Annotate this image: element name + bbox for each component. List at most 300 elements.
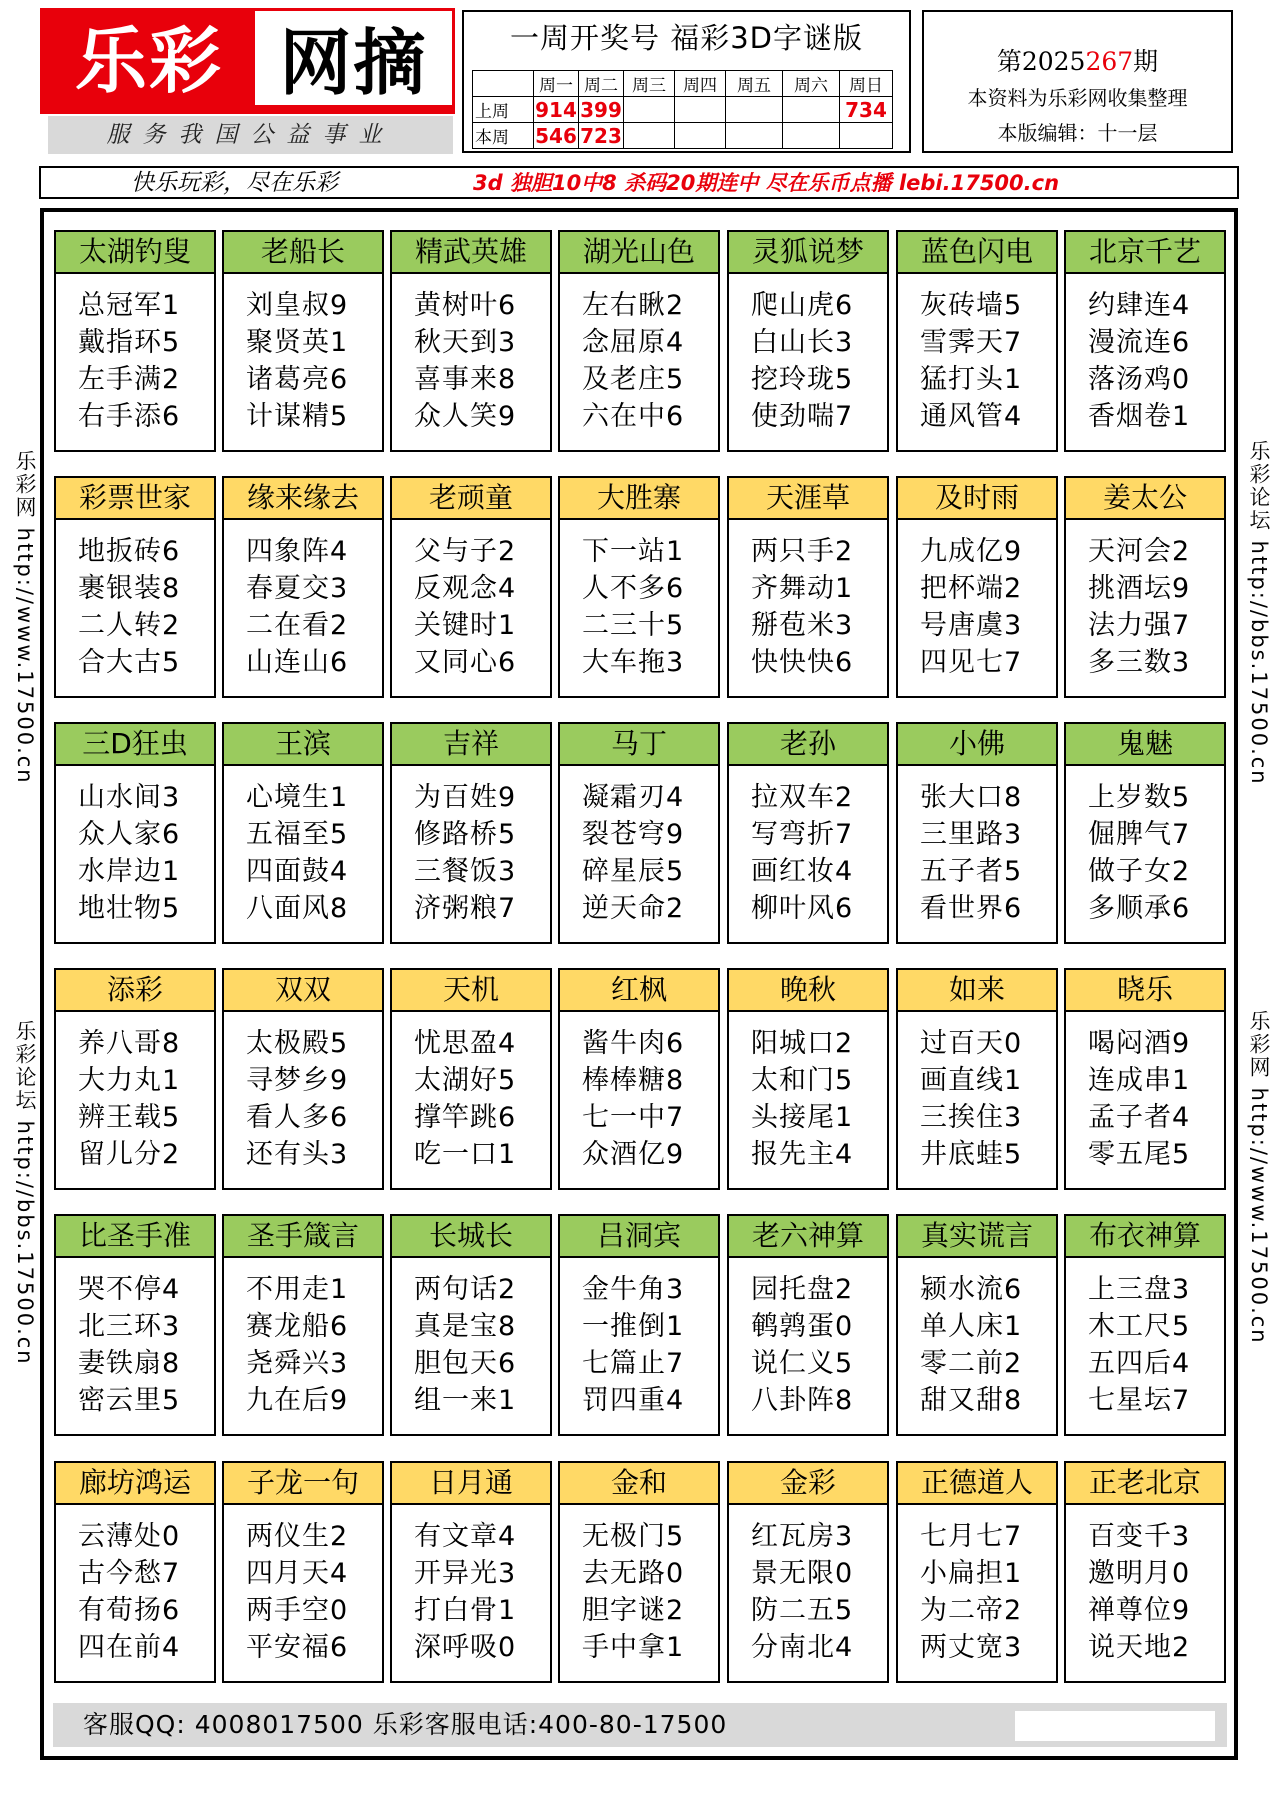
card-body <box>560 1505 718 1666</box>
riddle-line: 春夏交3 <box>246 573 349 604</box>
riddle-line: 有荀扬6 <box>78 1595 181 1626</box>
riddle-line: 三挨住3 <box>920 1102 1023 1133</box>
day-header: 周三 <box>624 71 675 97</box>
result-cell <box>783 123 840 149</box>
riddle-line: 景无限0 <box>751 1558 854 1589</box>
logo-text-left: 乐彩 <box>74 19 223 103</box>
riddle-line: 无极门5 <box>582 1521 685 1552</box>
riddle-line: 邀明月0 <box>1088 1558 1191 1589</box>
footer-blank-box <box>1015 1711 1215 1741</box>
riddle-line: 逆天命2 <box>582 893 685 924</box>
day-header: 周四 <box>675 71 726 97</box>
riddle-line: 裂苍穹9 <box>582 819 685 850</box>
card-body <box>224 766 382 927</box>
riddle-card <box>222 476 384 698</box>
riddle-line: 两句话2 <box>414 1274 517 1305</box>
riddle-card <box>727 722 889 944</box>
riddle-line: 真是宝8 <box>414 1311 517 1342</box>
riddle-line: 猛打头1 <box>920 364 1023 395</box>
result-cell: 546 <box>535 123 577 148</box>
riddle-line: 一推倒1 <box>582 1311 685 1342</box>
riddle-line: 大力丸1 <box>78 1065 181 1096</box>
card-body <box>392 520 550 681</box>
riddle-line: 百变千3 <box>1088 1521 1191 1552</box>
riddle-line: 金牛角3 <box>582 1274 685 1305</box>
card-body <box>898 274 1056 435</box>
riddle-line: 约肆连4 <box>1088 290 1191 321</box>
riddle-line: 孟子者4 <box>1088 1102 1191 1133</box>
card-body <box>1066 1505 1224 1666</box>
riddle-line: 大车拖3 <box>582 647 685 678</box>
card-title: 正德道人 <box>898 1463 1056 1505</box>
card-title: 正老北京 <box>1066 1463 1224 1505</box>
riddle-line: 尧舜兴3 <box>246 1348 349 1379</box>
riddle-line: 计谋精5 <box>246 401 349 432</box>
card-body <box>224 520 382 681</box>
riddle-card <box>1064 230 1226 452</box>
riddle-card <box>558 1461 720 1683</box>
riddle-line: 留儿分2 <box>78 1139 181 1170</box>
card-body <box>898 1012 1056 1173</box>
card-body <box>56 1258 214 1419</box>
riddle-line: 四象阵4 <box>246 536 349 567</box>
riddle-line: 棒棒糖8 <box>582 1065 685 1096</box>
riddle-line: 号唐虞3 <box>920 610 1023 641</box>
day-header: 周日 <box>840 71 893 97</box>
riddle-line: 右手添6 <box>78 401 181 432</box>
riddle-line: 拉双车2 <box>751 782 854 813</box>
riddle-line: 凝霜刃4 <box>582 782 685 813</box>
riddle-line: 画直线1 <box>920 1065 1023 1096</box>
riddle-line: 修路桥5 <box>414 819 517 850</box>
card-body <box>1066 1258 1224 1419</box>
card-body <box>1066 274 1224 435</box>
promo-link[interactable]: 3d 独胆10中8 杀码20期连中 尽在乐币点播 lebi.17500.cn <box>473 171 1060 195</box>
card-body <box>392 1505 550 1666</box>
riddle-line: 零五尾5 <box>1088 1139 1191 1170</box>
riddle-line: 众酒亿9 <box>582 1139 685 1170</box>
riddle-card <box>54 1461 216 1683</box>
riddle-card <box>727 476 889 698</box>
riddle-card <box>558 230 720 452</box>
card-body <box>729 274 887 435</box>
result-cell: 734 <box>840 97 893 123</box>
riddle-line: 养八哥8 <box>78 1028 181 1059</box>
riddle-line: 掰苞米3 <box>751 610 854 641</box>
riddle-card <box>896 1214 1058 1436</box>
card-body <box>1066 1012 1224 1173</box>
issue-suffix: 期 <box>1133 47 1159 76</box>
riddle-line: 过百天0 <box>920 1028 1023 1059</box>
riddle-line: 报先主4 <box>751 1139 854 1170</box>
card-title: 马丁 <box>560 724 718 766</box>
riddle-line: 说仁义5 <box>751 1348 854 1379</box>
card-body <box>898 1258 1056 1419</box>
riddle-line: 鹌鹑蛋0 <box>751 1311 854 1342</box>
card-body <box>560 1012 718 1173</box>
riddle-line: 三餐饭3 <box>414 856 517 887</box>
riddle-card <box>1064 476 1226 698</box>
card-body <box>898 1505 1056 1666</box>
riddle-line: 八卦阵8 <box>751 1385 854 1416</box>
card-title: 布衣神算 <box>1066 1216 1224 1258</box>
riddle-line: 四月天4 <box>246 1558 349 1589</box>
card-title: 圣手箴言 <box>224 1216 382 1258</box>
riddle-line: 灰砖墙5 <box>920 290 1023 321</box>
riddle-line: 说天地2 <box>1088 1632 1191 1663</box>
logo-text-right: 网摘 <box>252 8 455 108</box>
result-cell <box>675 97 726 123</box>
card-title: 吕洞宾 <box>560 1216 718 1258</box>
card-title: 天机 <box>392 970 550 1012</box>
riddle-line: 看人多6 <box>246 1102 349 1133</box>
day-header: 周二 <box>579 71 624 97</box>
riddle-line: 头接尾1 <box>751 1102 854 1133</box>
riddle-line: 两丈宽3 <box>920 1632 1023 1663</box>
riddle-card <box>1064 722 1226 944</box>
riddle-line: 戴指环5 <box>78 327 181 358</box>
riddle-line: 雪霁天7 <box>920 327 1023 358</box>
riddle-card <box>1064 1214 1226 1436</box>
issue-box <box>922 10 1233 153</box>
riddle-line: 上三盘3 <box>1088 1274 1191 1305</box>
card-body <box>224 1258 382 1419</box>
riddle-line: 六在中6 <box>582 401 685 432</box>
card-title: 小佛 <box>898 724 1056 766</box>
riddle-line: 哭不停4 <box>78 1274 181 1305</box>
issue-number <box>924 42 1231 78</box>
riddle-line: 两手空0 <box>246 1595 349 1626</box>
riddle-line: 白山长3 <box>751 327 854 358</box>
row-label: 上周 <box>473 97 534 123</box>
riddle-line: 不用走1 <box>246 1274 349 1305</box>
riddle-line: 倔脾气7 <box>1088 819 1191 850</box>
riddle-line: 木工尺5 <box>1088 1311 1191 1342</box>
card-body <box>560 766 718 927</box>
riddle-line: 四见七7 <box>920 647 1023 678</box>
riddle-line: 柳叶风6 <box>751 893 854 924</box>
riddle-line: 四面鼓4 <box>246 856 349 887</box>
side-text-right-bottom: 乐彩网 http://www.17500.cn <box>1247 1010 1271 1345</box>
result-cell: 723 <box>580 123 622 148</box>
riddle-card <box>727 968 889 1190</box>
card-title: 老孙 <box>729 724 887 766</box>
result-cell <box>624 123 675 149</box>
riddle-line: 太湖好5 <box>414 1065 517 1096</box>
riddle-line: 把杯端2 <box>920 573 1023 604</box>
results-row-this-week <box>473 123 893 149</box>
card-title: 长城长 <box>392 1216 550 1258</box>
riddle-card <box>1064 968 1226 1190</box>
riddle-card <box>896 722 1058 944</box>
card-title: 缘来缘去 <box>224 478 382 520</box>
riddle-line: 及老庄5 <box>582 364 685 395</box>
riddle-line: 七篇止7 <box>582 1348 685 1379</box>
footer <box>53 1703 1227 1747</box>
card-body <box>729 766 887 927</box>
riddle-line: 快快快6 <box>751 647 854 678</box>
riddle-line: 多顺承6 <box>1088 893 1191 924</box>
card-title: 真实谎言 <box>898 1216 1056 1258</box>
riddle-line: 甜又甜8 <box>920 1385 1023 1416</box>
riddle-line: 又同心6 <box>414 647 517 678</box>
riddle-line: 七月七7 <box>920 1521 1023 1552</box>
card-title: 廊坊鸿运 <box>56 1463 214 1505</box>
riddle-line: 碎星辰5 <box>582 856 685 887</box>
card-title: 老船长 <box>224 232 382 274</box>
riddle-line: 有文章4 <box>414 1521 517 1552</box>
footer-contact: 客服QQ: 4008017500 乐彩客服电话:400-80-17500 <box>83 1710 728 1739</box>
card-body <box>56 1505 214 1666</box>
riddle-card <box>727 1461 889 1683</box>
riddle-line: 分南北4 <box>751 1632 854 1663</box>
riddle-line: 五四后4 <box>1088 1348 1191 1379</box>
riddle-line: 法力强7 <box>1088 610 1191 641</box>
riddle-line: 众人笑9 <box>414 401 517 432</box>
riddle-line: 密云里5 <box>78 1385 181 1416</box>
riddle-card <box>896 476 1058 698</box>
riddle-line: 吃一口1 <box>414 1139 517 1170</box>
riddle-line: 使劲喘7 <box>751 401 854 432</box>
riddle-card <box>390 476 552 698</box>
riddle-card <box>222 722 384 944</box>
riddle-line: 济粥粮7 <box>414 893 517 924</box>
card-title: 红枫 <box>560 970 718 1012</box>
day-header: 周六 <box>783 71 840 97</box>
card-title: 湖光山色 <box>560 232 718 274</box>
riddle-line: 漫流连6 <box>1088 327 1191 358</box>
day-header: 周一 <box>534 71 579 97</box>
card-title: 太湖钓叟 <box>56 232 214 274</box>
riddle-card <box>558 476 720 698</box>
riddle-line: 酱牛肉6 <box>582 1028 685 1059</box>
riddle-line: 秋天到3 <box>414 327 517 358</box>
riddle-line: 辨王载5 <box>78 1102 181 1133</box>
slogan: 服务我国公益事业 <box>48 116 453 154</box>
side-text-left-bottom: 乐彩论坛 http://bbs.17500.cn <box>13 1020 37 1366</box>
card-title: 如来 <box>898 970 1056 1012</box>
riddle-line: 二人转2 <box>78 610 181 641</box>
riddle-line: 北三环3 <box>78 1311 181 1342</box>
card-title: 晚秋 <box>729 970 887 1012</box>
issue-prefix: 第 <box>996 47 1022 76</box>
riddle-line: 地壮物5 <box>78 893 181 924</box>
card-body <box>729 1505 887 1666</box>
card-body <box>56 1012 214 1173</box>
card-title: 双双 <box>224 970 382 1012</box>
card-body <box>392 1012 550 1173</box>
riddle-line: 红瓦房3 <box>751 1521 854 1552</box>
riddle-line: 山水间3 <box>78 782 181 813</box>
riddle-line: 通风管4 <box>920 401 1023 432</box>
card-body <box>560 1258 718 1419</box>
riddle-line: 山连山6 <box>246 647 349 678</box>
result-cell: 914 <box>535 97 577 122</box>
riddle-card <box>390 968 552 1190</box>
riddle-line: 聚贤英1 <box>246 327 349 358</box>
riddle-line: 挑酒坛9 <box>1088 573 1191 604</box>
riddle-line: 忧思盈4 <box>414 1028 517 1059</box>
result-cell <box>675 123 726 149</box>
riddle-line: 喜事来8 <box>414 364 517 395</box>
results-title: 一周开奖号 福彩3D字谜版 <box>510 21 863 55</box>
card-body <box>729 520 887 681</box>
card-title: 蓝色闪电 <box>898 232 1056 274</box>
promo-slogan: 快乐玩彩，尽在乐彩 <box>131 170 338 196</box>
card-title: 鬼魅 <box>1066 724 1224 766</box>
riddle-line: 颍水流6 <box>920 1274 1023 1305</box>
riddle-line: 深呼吸0 <box>414 1632 517 1663</box>
riddle-line: 天河会2 <box>1088 536 1191 567</box>
results-row-last-week <box>473 97 893 123</box>
riddle-card <box>390 722 552 944</box>
riddle-card <box>896 1461 1058 1683</box>
riddle-line: 喝闷酒9 <box>1088 1028 1191 1059</box>
card-title: 金彩 <box>729 1463 887 1505</box>
result-cell <box>840 123 893 149</box>
riddle-card <box>558 1214 720 1436</box>
side-text-left-top: 乐彩网 http://www.17500.cn <box>13 450 37 785</box>
riddle-line: 众人家6 <box>78 819 181 850</box>
riddle-line: 香烟卷1 <box>1088 401 1191 432</box>
riddle-line: 落汤鸡0 <box>1088 364 1191 395</box>
riddle-line: 太和门5 <box>751 1065 854 1096</box>
card-title: 王滨 <box>224 724 382 766</box>
riddle-line: 反观念4 <box>414 573 517 604</box>
riddle-line: 总冠军1 <box>78 290 181 321</box>
card-body <box>392 1258 550 1419</box>
card-title: 大胜寨 <box>560 478 718 520</box>
riddle-line: 井底蛙5 <box>920 1139 1023 1170</box>
card-title: 灵狐说梦 <box>729 232 887 274</box>
riddle-line: 裹银装8 <box>78 573 181 604</box>
riddle-line: 平安福6 <box>246 1632 349 1663</box>
issue-num: 267 <box>1085 47 1134 76</box>
results-corner <box>473 71 534 97</box>
row-label: 本周 <box>473 123 534 149</box>
riddle-card <box>54 230 216 452</box>
card-title: 添彩 <box>56 970 214 1012</box>
riddle-card <box>54 968 216 1190</box>
riddle-line: 左手满2 <box>78 364 181 395</box>
riddle-line: 撑竿跳6 <box>414 1102 517 1133</box>
riddle-line: 二三十5 <box>582 610 685 641</box>
riddle-line: 开异光3 <box>414 1558 517 1589</box>
riddle-line: 防二五5 <box>751 1595 854 1626</box>
card-title: 子龙一句 <box>224 1463 382 1505</box>
card-title: 比圣手准 <box>56 1216 214 1258</box>
riddle-line: 人不多6 <box>582 573 685 604</box>
riddle-line: 黄树叶6 <box>414 290 517 321</box>
card-body <box>729 1012 887 1173</box>
card-body <box>224 1505 382 1666</box>
riddle-line: 妻铁扇8 <box>78 1348 181 1379</box>
riddle-line: 二在看2 <box>246 610 349 641</box>
issue-editor: 本版编辑：十一层 <box>997 121 1158 145</box>
riddle-line: 小扁担1 <box>920 1558 1023 1589</box>
riddle-line: 念屈原4 <box>582 327 685 358</box>
riddle-line: 水岸边1 <box>78 856 181 887</box>
riddle-line: 四在前4 <box>78 1632 181 1663</box>
card-body <box>560 520 718 681</box>
riddle-line: 八面风8 <box>246 893 349 924</box>
riddle-card <box>54 1214 216 1436</box>
riddle-line: 打白骨1 <box>414 1595 517 1626</box>
riddle-line: 单人床1 <box>920 1311 1023 1342</box>
day-header: 周五 <box>726 71 783 97</box>
logo <box>40 8 455 114</box>
riddle-line: 零二前2 <box>920 1348 1023 1379</box>
riddle-line: 父与子2 <box>414 536 517 567</box>
card-title: 金和 <box>560 1463 718 1505</box>
riddle-line: 看世界6 <box>920 893 1023 924</box>
riddle-line: 罚四重4 <box>582 1385 685 1416</box>
card-title: 三D狂虫 <box>56 724 214 766</box>
riddle-line: 五子者5 <box>920 856 1023 887</box>
riddle-line: 云薄处0 <box>78 1521 181 1552</box>
riddle-line: 手中拿1 <box>582 1632 685 1663</box>
riddle-card <box>222 1214 384 1436</box>
riddle-line: 挖玲珑5 <box>751 364 854 395</box>
card-title: 及时雨 <box>898 478 1056 520</box>
issue-note: 本资料为乐彩网收集整理 <box>967 86 1188 110</box>
riddle-line: 太极殿5 <box>246 1028 349 1059</box>
riddle-line: 九成亿9 <box>920 536 1023 567</box>
result-cell <box>783 97 840 123</box>
riddle-line: 诸葛亮6 <box>246 364 349 395</box>
riddle-line: 合大古5 <box>78 647 181 678</box>
riddle-card <box>222 968 384 1190</box>
riddle-line: 两仪生2 <box>246 1521 349 1552</box>
riddle-line: 还有头3 <box>246 1139 349 1170</box>
card-body <box>56 766 214 927</box>
card-title: 天涯草 <box>729 478 887 520</box>
card-body <box>392 766 550 927</box>
riddle-line: 心境生1 <box>246 782 349 813</box>
riddle-line: 为二帝2 <box>920 1595 1023 1626</box>
result-cell <box>726 123 783 149</box>
card-body <box>729 1258 887 1419</box>
riddle-line: 齐舞动1 <box>751 573 854 604</box>
riddle-line: 园托盘2 <box>751 1274 854 1305</box>
riddle-card <box>896 968 1058 1190</box>
riddle-line: 上岁数5 <box>1088 782 1191 813</box>
card-body <box>1066 766 1224 927</box>
riddle-line: 左右瞅2 <box>582 290 685 321</box>
riddle-line: 胆包天6 <box>414 1348 517 1379</box>
riddle-line: 连成串1 <box>1088 1065 1191 1096</box>
riddle-line: 古今愁7 <box>78 1558 181 1589</box>
card-body <box>898 766 1056 927</box>
card-title: 晓乐 <box>1066 970 1224 1012</box>
promo-bar <box>39 166 1239 199</box>
riddle-line: 阳城口2 <box>751 1028 854 1059</box>
card-title: 姜太公 <box>1066 478 1224 520</box>
riddle-line: 九在后9 <box>246 1385 349 1416</box>
card-body <box>392 274 550 435</box>
riddle-card <box>558 722 720 944</box>
riddle-line: 禅尊位9 <box>1088 1595 1191 1626</box>
riddle-card <box>390 1461 552 1683</box>
riddle-card <box>727 1214 889 1436</box>
riddle-line: 去无路0 <box>582 1558 685 1589</box>
card-body <box>224 1012 382 1173</box>
riddle-line: 写弯折7 <box>751 819 854 850</box>
riddle-line: 爬山虎6 <box>751 290 854 321</box>
results-table <box>472 70 893 149</box>
card-title: 彩票世家 <box>56 478 214 520</box>
riddle-line: 为百姓9 <box>414 782 517 813</box>
